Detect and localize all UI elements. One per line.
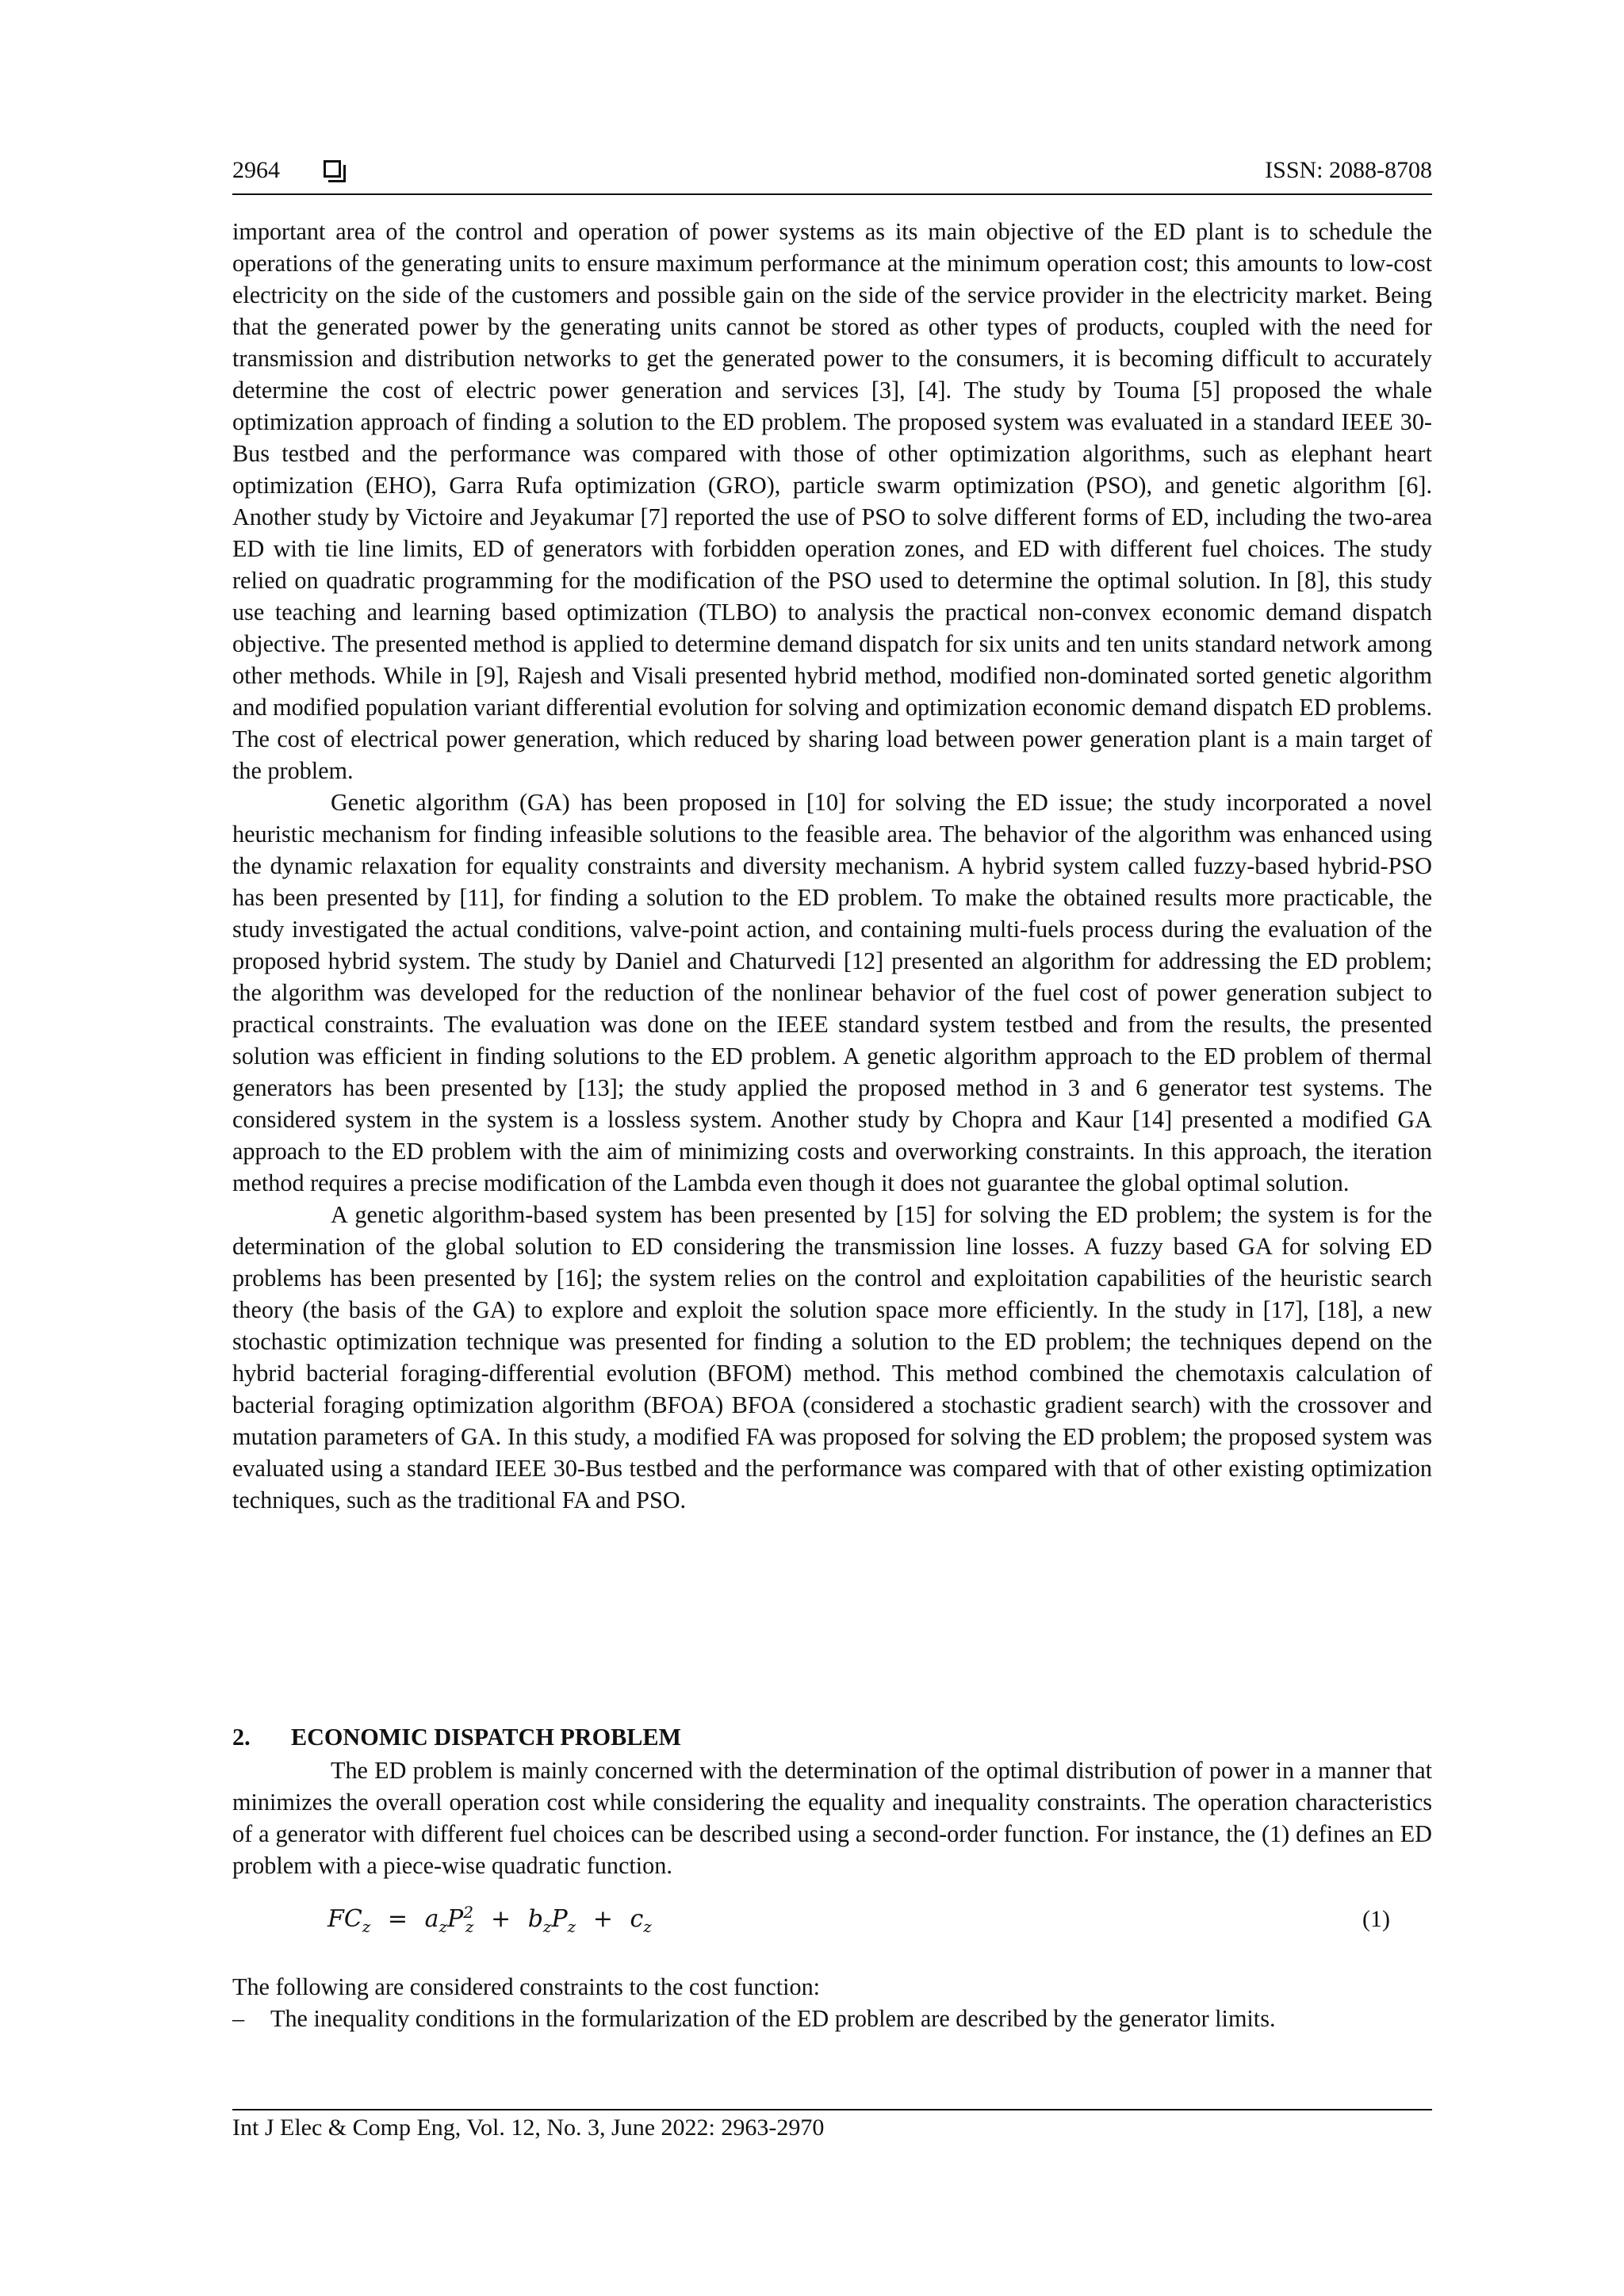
header-rule — [232, 193, 1432, 195]
paragraph: important area of the control and operation of power systems as its main objective of the ED plant is to schedule the operations of the generating units to ensure maximum performance at the minimum operation cost; this amounts to low-cost electricity on the side of the customers and possible gain on the side of the service provider in the electricity market. Being that the generated power by the generating units cannot be stored as other types of products, coupled with the need for transmission and distribution networks to get the generated power to the consumers, it is becoming difficult to accurately determine the cost of electric power generation and services [3], [4]. The study by Touma [5] proposed the whale optimization approach of finding a solution to the ED problem. The proposed system was evaluated in a standard IEEE 30-Bus testbed and the performance was compared with those of other optimization algorithms, such as elephant heart optimization (EHO), Garra Rufa optimization (GRO), particle swarm optimization (PSO), and genetic algorithm [6]. Another study by Victoire and Jeyakumar [7] reported the use of PSO to solve different forms of ED, including the two-area ED with tie line limits, ED of generators with forbidden operation zones, and ED with different fuel choices. The study relied on quadratic programming for the modification of the PSO used to determine the optimal solution. In [8], this study use teaching and learning based optimization (TLBO) to analysis the practical non-convex economic demand dispatch objective. The presented method is applied to determine demand dispatch for six units and ten units standard network among other methods. While in [9], Rajesh and Visali presented hybrid method, modified non-dominated sorted genetic algorithm and modified population variant differential evolution for solving and optimization economic demand dispatch ED problems. The cost of electrical power generation, which reduced by sharing load between power generation plant is a main target of the problem. — [232, 218, 1432, 784]
equation-number: (1) — [1362, 1906, 1390, 1932]
section-number: 2. — [232, 1724, 251, 1751]
issn-label: ISSN: 2088-8708 — [1265, 157, 1432, 183]
section-title: ECONOMIC DISPATCH PROBLEM — [291, 1724, 681, 1751]
square-bullet-icon — [324, 160, 341, 178]
section-heading — [232, 1724, 681, 1751]
constraint-text: The inequality conditions in the formularization of the ED problem are described by the generator limits. — [270, 2005, 1276, 2032]
constraints-intro: The following are considered constraints to the cost function: — [232, 1973, 821, 2000]
constraint-list-item — [232, 2003, 1432, 2034]
body-text — [232, 216, 1432, 1516]
section-body — [232, 1755, 1432, 1881]
page-number: 2964 — [232, 157, 280, 183]
paragraph: Genetic algorithm (GA) has been proposed in [10] for solving the ED issue; the study incorporated a novel heuristic mechanism for finding infeasible solutions to the feasible area. The behavior of the algorithm was enhanced using the dynamic relaxation for equality constraints and diversity mechanism. A hybrid system called fuzzy-based hybrid-PSO has been presented by [11], for finding a solution to the ED problem. To make the obtained results more practicable, the study investigated the actual conditions, valve-point action, and containing multi-fuels process during the evaluation of the proposed hybrid system. The study by Daniel and Chaturvedi [12] presented an algorithm for addressing the ED problem; the algorithm was developed for the reduction of the nonlinear behavior of the fuel cost of power generation subject to practical constraints. The evaluation was done on the IEEE standard system testbed and from the results, the presented solution was efficient in finding solutions to the ED problem. A genetic algorithm approach to the ED problem of thermal generators has been presented by [13]; the study applied the proposed method in 3 and 6 generator test systems. The considered system in the system is a lossless system. Another study by Chopra and Kaur [14] presented a modified GA approach to the ED problem with the aim of minimizing costs and overworking constraints. In this approach, the iteration method requires a precise modification of the Lambda even though it does not guarantee the global optimal solution. — [232, 789, 1432, 1196]
page-header — [232, 155, 1432, 192]
footer-rule — [232, 2109, 1432, 2110]
equation-1: $FC_z = a_zP^2_z + b_zP_z + c_z$ (1) — [327, 1903, 1390, 1936]
paragraph: A genetic algorithm-based system has been presented by [15] for solving the ED problem; the system is for the determination of the global solution to ED considering the transmission line losses. A fuzzy based GA for solving ED problems has been presented by [16]; the system relies on the control and exploitation capabilities of the heuristic search theory (the basis of the GA) to explore and exploit the solution space more efficiently. In the study in [17], [18], a new stochastic optimization technique was presented for finding a solution to the ED problem; the techniques depend on the hybrid bacterial foraging-differential evolution (BFOM) method. This method combined the chemotaxis calculation of bacterial foraging optimization algorithm (BFOA) BFOA (considered a stochastic gradient search) with the crossover and mutation parameters of GA. In this study, a modified FA was proposed for solving the ED problem; the proposed system was evaluated using a standard IEEE 30-Bus testbed and the performance was compared with that of other existing optimization techniques, such as the traditional FA and PSO. — [232, 1201, 1432, 1513]
paragraph: The ED problem is mainly concerned with the determination of the optimal distribution of power in a manner that minimizes the overall operation cost while considering the equality and inequality constraints. The operation characteristics of a generator with different fuel choices can be described using a second-order function. For instance, the (1) defines an ED problem with a piece-wise quadratic function. — [232, 1757, 1432, 1879]
dash-bullet-icon: – — [232, 2005, 245, 2032]
journal-citation: Int J Elec & Comp Eng, Vol. 12, No. 3, June 2022: 2963-2970 — [232, 2114, 825, 2141]
